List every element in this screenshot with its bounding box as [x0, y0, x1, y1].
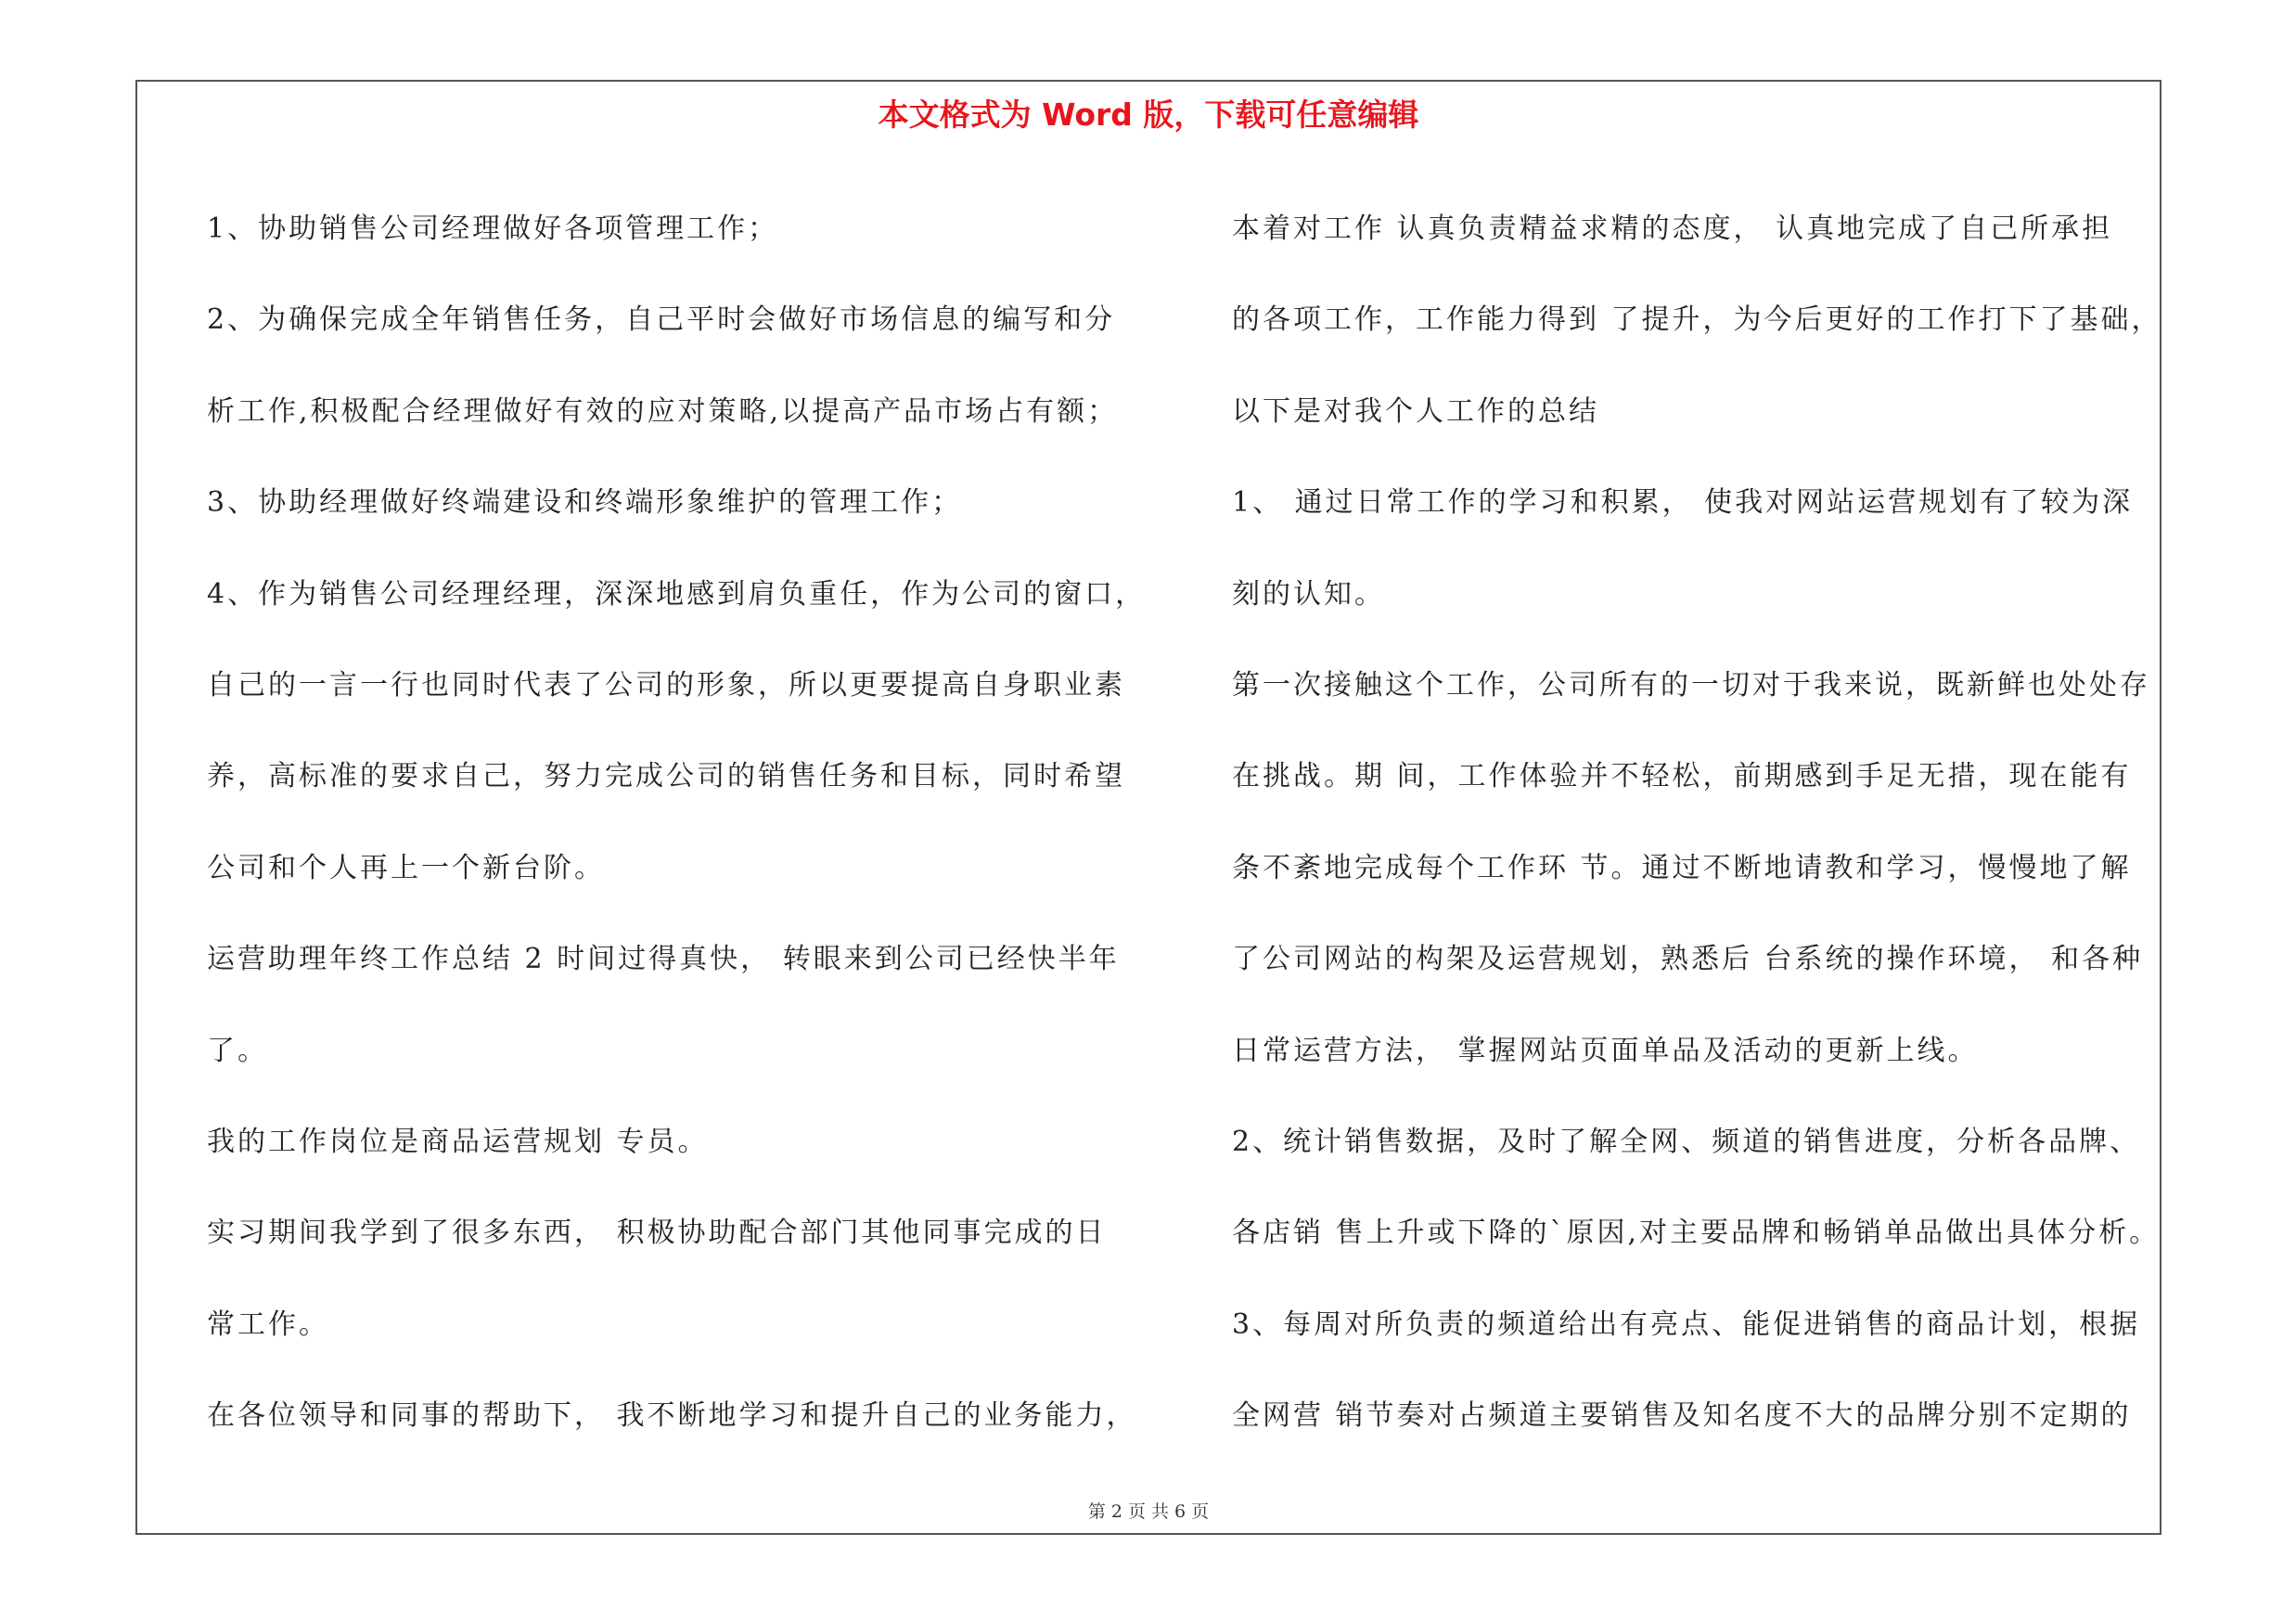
paragraph-line: 自己的一言一行也同时代表了公司的形象，所以更要提高自身职业素 [207, 669, 1125, 702]
paragraph-line: 以下是对我个人工作的总结 [1232, 394, 1599, 428]
paragraph-line: 各店销 售上升或下降的`原因,对主要品牌和畅销单品做出具体分析。 [1232, 1217, 2161, 1250]
paragraph-line: 析工作,积极配合经理做好有效的应对策略,以提高产品市场占有额； [207, 394, 1119, 428]
paragraph-line: 全网营 销节奏对占频道主要销售及知名度不大的品牌分别不定期的 [1232, 1399, 2132, 1433]
paragraph-line: 日常运营方法， 掌握网站页面单品及活动的更新上线。 [1232, 1034, 1979, 1067]
paragraph-line: 在挑战。期 间，工作体验并不轻松，前期感到手足无措，现在能有 [1232, 760, 2132, 793]
paragraph-line: 4、作为销售公司经理经理，深深地感到肩负重任，作为公司的窗口， [207, 577, 1147, 611]
paragraph-line: 常工作。 [207, 1307, 329, 1341]
page-number: 第 2 页 共 6 页 [1087, 1501, 1210, 1522]
paragraph-line: 1、协助销售公司经理做好各项管理工作； [207, 213, 779, 245]
paragraph-line: 在各位领导和同事的帮助下， 我不断地学习和提升自己的业务能力， [207, 1399, 1137, 1433]
paragraph-line: 3、协助经理做好终端建设和终端形象维护的管理工作； [207, 486, 963, 520]
header-banner: 本文格式为 Word 版，下载可任意编辑 [878, 97, 1419, 133]
paragraph-line: 我的工作岗位是商品运营规划 专员。 [207, 1126, 709, 1159]
paragraph-line: 2、为确保完成全年销售任务，自己平时会做好市场信息的编写和分 [207, 303, 1116, 337]
paragraph-line: 实习期间我学到了很多东西， 积极协助配合部门其他同事完成的日 [207, 1217, 1107, 1250]
right-column [1232, 184, 2160, 1462]
paragraph-line: 了公司网站的构架及运营规划，熟悉后 台系统的操作环境， 和各种 [1232, 943, 2144, 976]
paragraph-line: 2、统计销售数据，及时了解全网、频道的销售进度，分析各品牌、 [1232, 1126, 2141, 1159]
paragraph-line: 养，高标准的要求自己，努力完成公司的销售任务和目标，同时希望 [207, 760, 1125, 793]
paragraph-line: 第一次接触这个工作，公司所有的一切对于我来说，既新鲜也处处存 [1232, 669, 2150, 702]
paragraph-line: 刻的认知。 [1232, 577, 1385, 611]
paragraph-line: 了。 [207, 1034, 268, 1067]
page-frame [135, 80, 2161, 1535]
paragraph-line: 条不紊地完成每个工作环 节。通过不断地请教和学习，慢慢地了解 [1232, 851, 2132, 884]
paragraph-line: 运营助理年终工作总结 2 时间过得真快， 转眼来到公司已经快半年 [207, 943, 1120, 976]
paragraph-line: 3、每周对所负责的频道给出有亮点、能促进销售的商品计划，根据 [1232, 1307, 2141, 1341]
left-column [207, 184, 1147, 1462]
paragraph-line: 1、 通过日常工作的学习和积累， 使我对网站运营规划有了较为深 [1232, 486, 2134, 520]
paragraph-line: 本着对工作 认真负责精益求精的态度， 认真地完成了自己所承担 [1232, 213, 2113, 245]
paragraph-line: 的各项工作，工作能力得到 了提升，为今后更好的工作打下了基础， [1232, 303, 2162, 337]
paragraph-line: 公司和个人再上一个新台阶。 [207, 851, 605, 884]
